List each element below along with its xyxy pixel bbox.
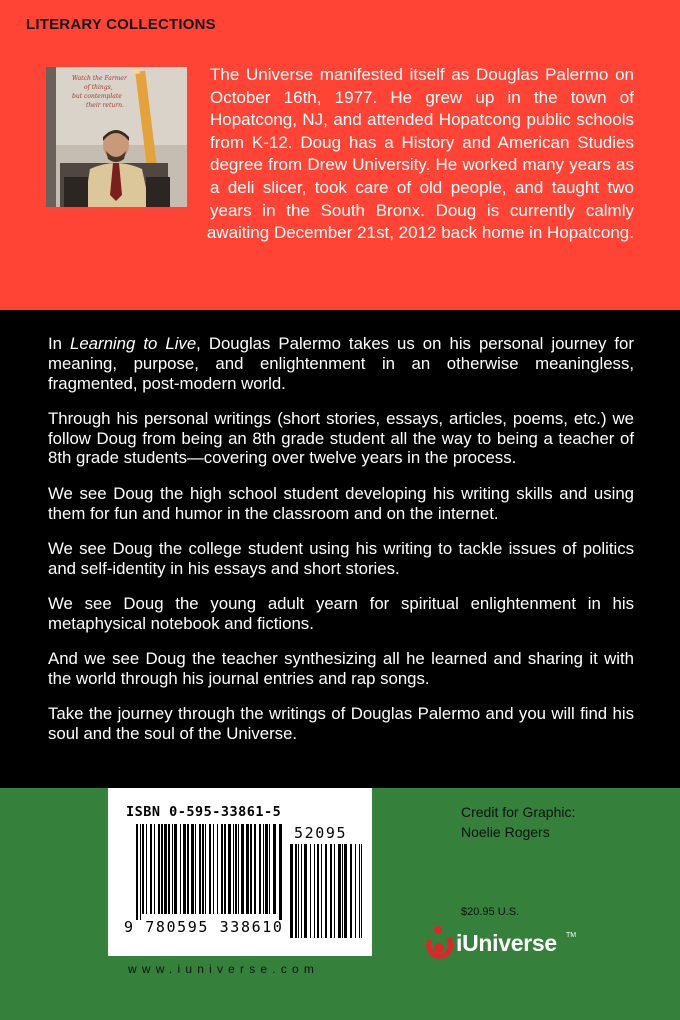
- barcode-panel: [108, 788, 372, 956]
- barcode-bar: [235, 824, 237, 914]
- barcode-bar: [233, 824, 234, 914]
- iuniverse-mark-icon: [426, 924, 456, 964]
- barcode-bar: [325, 844, 327, 938]
- price-label: $20.95 U.S.: [461, 906, 520, 918]
- barcode-bar: [224, 824, 226, 914]
- barcode-bar: [140, 824, 141, 920]
- barcode-bar: [217, 824, 218, 914]
- barcode-bar: [221, 824, 223, 914]
- barcode-bar: [195, 824, 196, 914]
- whiteboard-line-4: their return.: [86, 102, 124, 109]
- barcode-bar: [161, 824, 163, 914]
- barcode-bar: [310, 844, 311, 938]
- barcode-bar: [334, 844, 335, 938]
- barcode-bar: [279, 824, 282, 920]
- barcode-bar: [174, 824, 177, 914]
- barcode-bar: [202, 824, 204, 914]
- barcode-bar: [330, 844, 332, 938]
- barcode-bar: [314, 844, 315, 938]
- publisher-name: iUniverse: [456, 930, 557, 956]
- barcode-bar: [361, 844, 362, 938]
- barcode-bar: [158, 824, 160, 914]
- barcode-bar: [295, 844, 297, 938]
- barcode-bar: [241, 824, 244, 914]
- barcode-bar: [273, 824, 276, 914]
- trademark-symbol: TM: [566, 932, 577, 939]
- barcode-bar: [269, 824, 270, 914]
- barcode-bar: [342, 844, 343, 938]
- barcode-bar: [290, 844, 293, 938]
- barcode-bar: [187, 824, 189, 914]
- description-paragraph-3: We see Doug the high school student developing his writing skills and using them for fun and humor in the classroom and on the internet.: [48, 483, 634, 523]
- book-description: [48, 334, 634, 759]
- graphic-credit-label: Credit for Graphic:: [461, 804, 576, 820]
- barcode-bar: [191, 824, 194, 914]
- barcode-bar: [228, 824, 231, 914]
- barcode-bar: [350, 844, 352, 938]
- barcode-bar: [199, 824, 201, 914]
- barcode-bar: [254, 824, 256, 914]
- website-url: www.iuniverse.com: [128, 962, 320, 976]
- description-paragraph-5: We see Doug the young adult yearn for spiritual enlightenment in his metaphysical notebook and fictions.: [48, 593, 634, 633]
- barcode-bar: [164, 824, 167, 914]
- barcode-bar: [205, 824, 206, 914]
- graphic-credit: [461, 802, 575, 842]
- barcode-bar: [146, 824, 147, 914]
- barcode-bar: [250, 824, 252, 914]
- description-paragraph-2: Through his personal writings (short stories, essays, articles, poems, etc.) we follow Doug from being an 8th grade student all the way to being a teacher of 8th grade students—covering over twelve years in the process.: [48, 408, 634, 468]
- barcode-bar: [259, 824, 261, 914]
- barcode-bar: [168, 824, 170, 914]
- category-label: LITERARY COLLECTIONS: [26, 16, 216, 33]
- barcode-bar: [154, 824, 155, 914]
- barcode-bar: [142, 824, 144, 914]
- barcode-bar: [136, 824, 138, 920]
- whiteboard-line-2: of things,: [84, 84, 113, 91]
- barcode-bar: [172, 824, 173, 914]
- barcode-bar: [321, 844, 322, 938]
- barcode-bar: [263, 824, 264, 914]
- description-paragraph-6: And we see Doug the teacher synthesizing all he learned and sharing it with the world through his journal entries and rap songs.: [48, 649, 634, 688]
- barcode-bar: [238, 824, 239, 914]
- whiteboard-line-3: but contemplate: [72, 93, 122, 100]
- description-paragraph-1: In Learning to Live, Douglas Palermo takes us on his personal journey for meaning, purpose, and enlightenment in an otherwise meaningless, fragmented, post-modern world.: [48, 334, 634, 393]
- description-paragraph-7: Take the journey through the writings of Douglas Palermo and you will find his soul and the soul of the Universe.: [48, 704, 634, 743]
- ean-digits: 9 780595 338610: [124, 918, 284, 936]
- barcode-bar: [183, 824, 186, 914]
- barcode-bar: [209, 824, 211, 914]
- barcode-bar: [150, 824, 152, 914]
- whiteboard-line-1: Watch the Farmer: [72, 75, 127, 82]
- barcode-bar: [246, 824, 249, 914]
- barcode-bar: [355, 844, 356, 938]
- author-bio: The Universe manifested itself as Douglas Palermo on October 16th, 1977. He grew up in the town of Hopatcong, NJ, and attended Hopatcong public schools from K-12. Doug has a History and American Studies degree from Drew University. He worked many years as a deli slicer, took care of old people, and taught two years in the South Bronx. Doug is currently calmly awaiting December 21st, 2012 back home in Hopatcong.: [206, 65, 634, 243]
- barcode-bar: [359, 844, 360, 938]
- barcode-bar: [338, 844, 341, 938]
- barcode-bar: [317, 844, 319, 938]
- publisher-logo: [426, 924, 586, 964]
- description-paragraph-4: We see Doug the college student using his writing to tackle issues of politics and self-identity in his essays and short stories.: [48, 538, 634, 578]
- price-code-digits: 52095: [294, 824, 348, 842]
- barcode-bar: [301, 844, 302, 938]
- barcode-bar: [344, 844, 347, 938]
- barcode-bar: [213, 824, 214, 914]
- barcode-bar: [304, 844, 307, 938]
- isbn-label: ISBN 0-595-33861-5: [126, 804, 282, 820]
- barcode-bar: [265, 824, 268, 914]
- barcode-bar: [298, 844, 299, 938]
- graphic-credit-name: Noelie Rogers: [461, 824, 550, 840]
- barcode-bar: [180, 824, 181, 914]
- book-title: Learning to Live: [70, 334, 197, 353]
